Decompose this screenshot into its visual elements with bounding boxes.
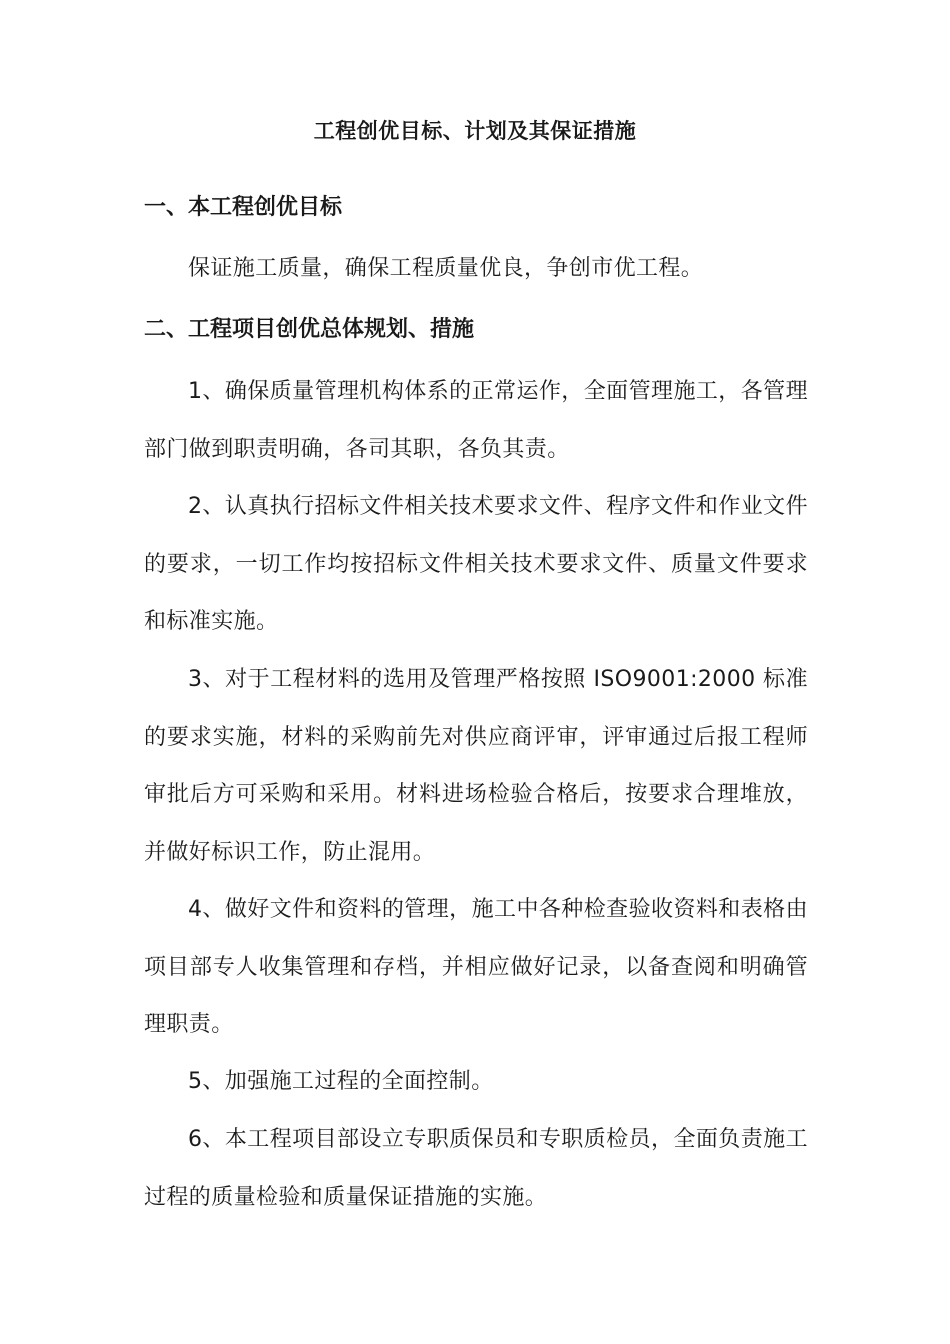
- paragraph-measure-6: 6、本工程项目部设立专职质保员和专职质检员，全面负责施工过程的质量检验和质量保证措施的实施。: [144, 1127, 808, 1210]
- paragraph-goal: 保证施工质量，确保工程质量优良，争创市优工程。: [188, 256, 704, 281]
- paragraph-measure-3: 3、对于工程材料的选用及管理严格按照 ISO9001:2000 标准的要求实施，材料的采购前先对供应商评审，评审通过后报工程师审批后方可采购和采用。材料进场检验合格后，按要求合理堆放，并做好标识工作，防止混用。: [144, 667, 808, 865]
- paragraph-measure-5: 5、加强施工过程的全面控制。: [188, 1069, 494, 1094]
- paragraph-measure-1: 1、确保质量管理机构体系的正常运作，全面管理施工，各管理部门做到职责明确，各司其职，各负其责。: [144, 379, 808, 462]
- section-heading-plan: 二、工程项目创优总体规划、措施: [144, 317, 475, 342]
- section-heading-goal: 一、本工程创优目标: [144, 195, 343, 220]
- paragraph-measure-2: 2、认真执行招标文件相关技术要求文件、程序文件和作业文件的要求，一切工作均按招标文件相关技术要求文件、质量文件要求和标准实施。: [144, 494, 808, 635]
- document-title: 工程创优目标、计划及其保证措施: [313, 119, 637, 143]
- paragraph-measure-4: 4、做好文件和资料的管理，施工中各种检查验收资料和表格由项目部专人收集管理和存档，并相应做好记录，以备查阅和明确管理职责。: [144, 897, 808, 1038]
